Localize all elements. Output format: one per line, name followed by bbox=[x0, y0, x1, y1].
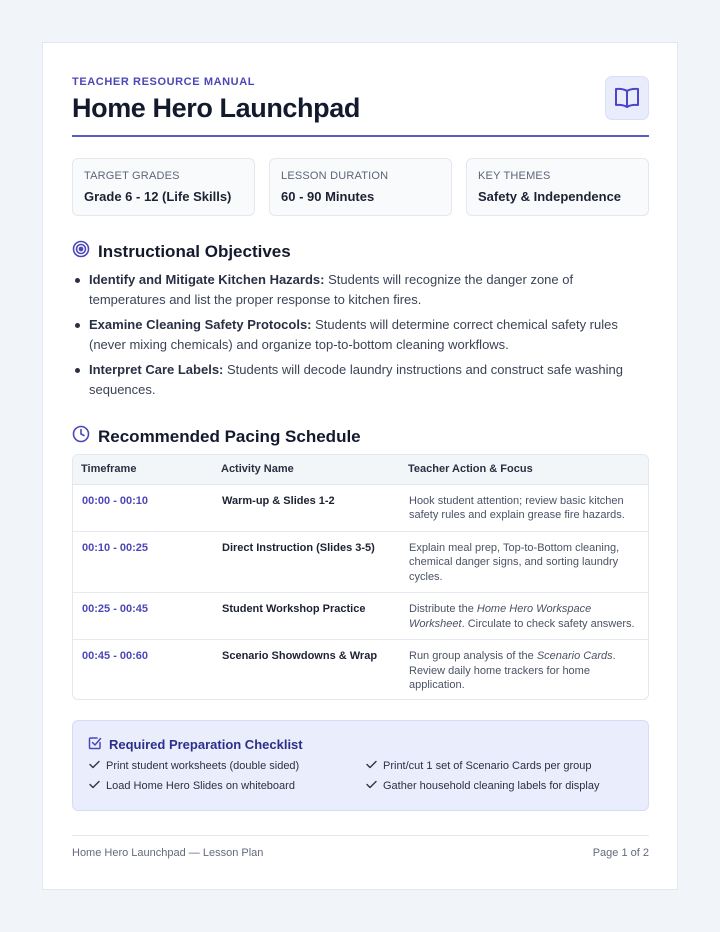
info-cards bbox=[72, 158, 649, 216]
row-activity: Warm-up & Slides 1-2 bbox=[213, 484, 400, 531]
list-item bbox=[89, 315, 649, 355]
checklist-items bbox=[89, 760, 639, 792]
card-label: LESSON DURATION bbox=[281, 170, 389, 182]
objective-label: Identify and Mitigate Kitchen Hazards: bbox=[89, 272, 325, 287]
row-activity: Direct Instruction (Slides 3-5) bbox=[213, 531, 400, 593]
check-icon bbox=[366, 780, 377, 792]
check-icon bbox=[366, 760, 377, 772]
checklist-item-label: Load Home Hero Slides on whiteboard bbox=[106, 780, 295, 792]
row-focus bbox=[400, 484, 648, 531]
row-focus bbox=[400, 593, 648, 640]
page-number: Page 1 of 2 bbox=[592, 847, 649, 859]
table-header-row bbox=[73, 455, 648, 484]
focus-emphasis: Home Hero Workspace Worksheet bbox=[409, 603, 592, 630]
checklist-item bbox=[89, 760, 366, 772]
row-timeframe: 00:25 - 00:45 bbox=[73, 593, 213, 640]
schedule-title: Recommended Pacing Schedule bbox=[98, 426, 361, 446]
objectives-heading bbox=[72, 240, 291, 263]
clock-icon bbox=[72, 425, 90, 448]
check-icon bbox=[89, 760, 100, 772]
table-row bbox=[73, 531, 648, 593]
schedule-heading bbox=[72, 425, 361, 448]
focus-text: Run group analysis of the bbox=[409, 650, 537, 662]
focus-text: Hook student attention; review basic kitchen safety rules and explain grease fire hazards. bbox=[409, 494, 625, 521]
card-value: Grade 6 - 12 (Life Skills) bbox=[84, 189, 232, 204]
table-row bbox=[73, 484, 648, 531]
info-card-lesson-duration bbox=[269, 158, 452, 216]
target-icon bbox=[72, 240, 90, 263]
card-value: Safety & Independence bbox=[478, 189, 622, 204]
schedule-table bbox=[72, 454, 649, 700]
checklist-item-label: Print student worksheets (double sided) bbox=[106, 760, 300, 772]
checklist-item bbox=[366, 760, 639, 772]
page-footer bbox=[72, 835, 649, 859]
row-focus bbox=[400, 640, 648, 701]
footer-title: Home Hero Launchpad — Lesson Plan bbox=[72, 847, 264, 859]
list-item bbox=[89, 270, 649, 310]
row-activity: Scenario Showdowns & Wrap bbox=[222, 650, 378, 662]
focus-text: Explain meal prep, Top-to-Bottom cleaning, chemical danger signs, and sorting laundry cycles. bbox=[409, 541, 620, 583]
focus-text-end: . Review daily home trackers for home application. bbox=[409, 650, 616, 691]
row-timeframe: 00:00 - 00:10 bbox=[73, 484, 213, 531]
checklist-title: Required Preparation Checklist bbox=[109, 737, 303, 752]
table-row bbox=[73, 593, 648, 640]
list-item bbox=[89, 360, 649, 400]
checklist-heading bbox=[88, 736, 303, 753]
page-header bbox=[72, 76, 649, 137]
checklist-item-label: Print/cut 1 set of Scenario Cards per group bbox=[383, 760, 592, 772]
card-label: KEY THEMES bbox=[478, 170, 551, 182]
objective-text: Students will determine correct chemical safety rules (never mixing chemicals) and organize top-to-bottom cleaning workflows. bbox=[89, 317, 618, 352]
column-header-activity: Activity Name bbox=[213, 455, 400, 484]
book-open-icon bbox=[605, 76, 649, 120]
checklist-item-label: Gather household cleaning labels for display bbox=[383, 780, 600, 792]
lesson-plan-page bbox=[42, 42, 678, 890]
objective-text: Students will recognize the danger zone of temperatures and list the proper response to kitchen fires. bbox=[89, 272, 574, 307]
eyebrow-label: TEACHER RESOURCE MANUAL bbox=[72, 76, 256, 88]
column-header-timeframe: Timeframe bbox=[73, 455, 213, 484]
objectives-title: Instructional Objectives bbox=[98, 241, 291, 261]
checklist-item bbox=[366, 780, 639, 792]
card-label: TARGET GRADES bbox=[84, 170, 180, 182]
info-card-key-themes bbox=[466, 158, 649, 216]
objective-text: Students will decode laundry instructions and construct safe washing sequences. bbox=[89, 362, 623, 397]
row-activity: Student Workshop Practice bbox=[213, 593, 400, 640]
checkbox-icon bbox=[88, 736, 102, 753]
card-value: 60 - 90 Minutes bbox=[281, 189, 375, 204]
column-header-focus: Teacher Action & Focus bbox=[400, 455, 648, 484]
row-timeframe: 00:45 - 00:60 bbox=[82, 650, 149, 662]
focus-emphasis: Scenario Cards bbox=[536, 650, 613, 662]
focus-text: Distribute the bbox=[409, 603, 477, 615]
check-icon bbox=[89, 780, 100, 792]
checklist-item bbox=[89, 780, 366, 792]
objectives-list bbox=[89, 270, 649, 405]
row-timeframe: 00:10 - 00:25 bbox=[73, 531, 213, 593]
info-card-target-grades bbox=[72, 158, 255, 216]
preparation-checklist bbox=[72, 720, 649, 811]
objective-label: Examine Cleaning Safety Protocols: bbox=[89, 317, 312, 332]
focus-text-end: . Circulate to check safety answers. bbox=[461, 617, 635, 630]
page-title: Home Hero Launchpad bbox=[72, 93, 360, 123]
row-focus bbox=[400, 531, 648, 593]
table-row bbox=[73, 640, 648, 701]
objective-label: Interpret Care Labels: bbox=[89, 362, 224, 377]
